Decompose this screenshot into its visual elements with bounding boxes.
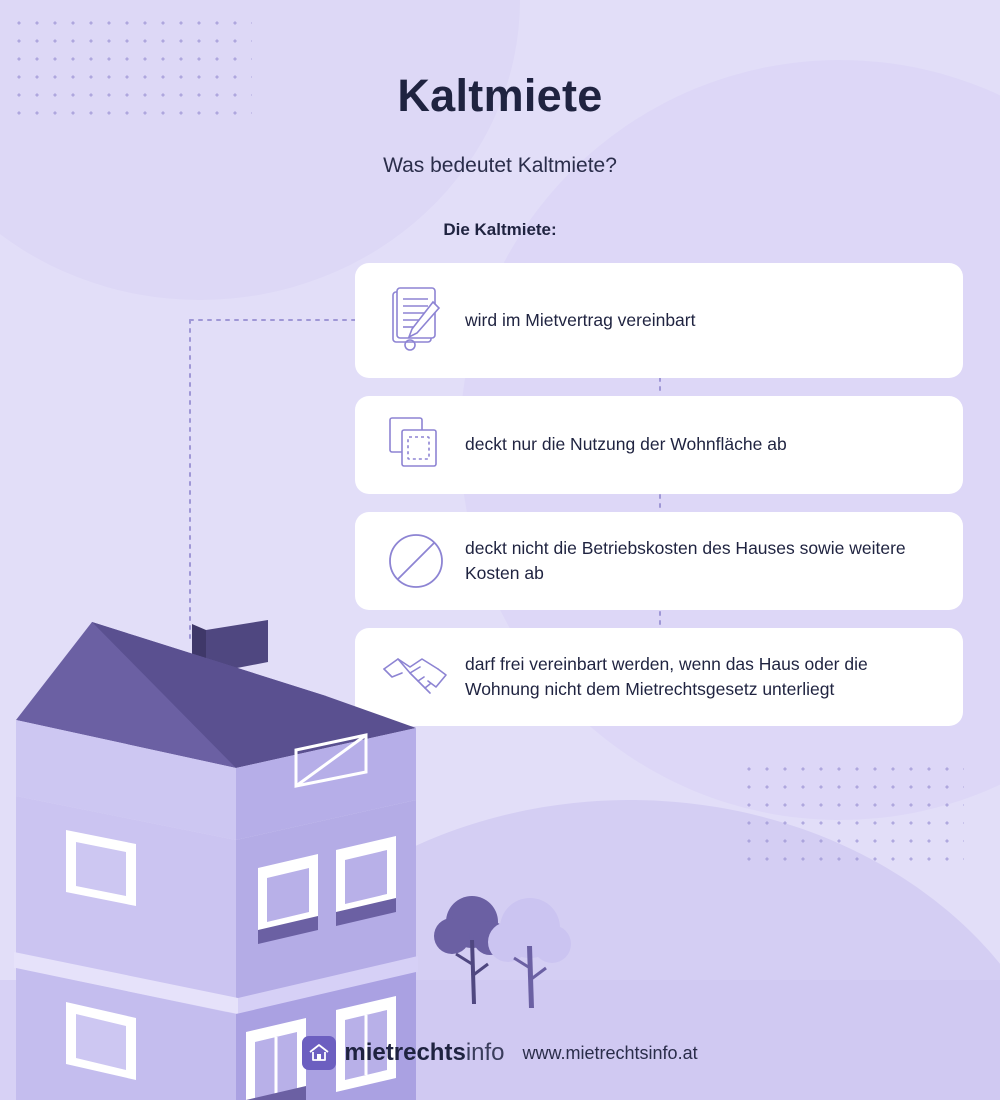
floor-plan-icon [373, 407, 459, 483]
card-text: deckt nur die Nutzung der Wohnfläche ab [465, 434, 787, 455]
prohibition-icon [373, 523, 459, 599]
card-item [355, 263, 963, 378]
brand-name-bold: mietrechts [344, 1039, 466, 1066]
card-list [355, 263, 963, 726]
card-item [355, 512, 963, 610]
website-url[interactable]: www.mietrechtsinfo.at [522, 1042, 698, 1063]
dot-pattern-bottom-right [740, 760, 964, 870]
card-item [355, 396, 963, 494]
card-text: deckt nicht die Betriebskosten des Hauses sowie weitere Kosten ab [465, 537, 906, 583]
brand-name-light: info [465, 1039, 505, 1066]
document-pen-icon [373, 283, 459, 359]
trees-illustration [430, 880, 590, 1020]
card-item [355, 628, 963, 726]
page-subtitle: Was bedeutet Kaltmiete? [383, 154, 617, 177]
footer [0, 1036, 1000, 1070]
brand-name [344, 1039, 504, 1067]
house-logo-icon [302, 1036, 336, 1070]
header [0, 0, 1000, 240]
card-text: wird im Mietvertrag vereinbart [465, 309, 696, 330]
page-title: Kaltmiete [397, 70, 603, 121]
house-illustration [6, 600, 446, 1100]
brand-logo[interactable] [302, 1036, 504, 1070]
card-text: darf frei vereinbart werden, wenn das Haus oder die Wohnung nicht dem Mietrechtsgesetz unterliegt [465, 653, 868, 699]
section-label: Die Kaltmiete: [443, 220, 557, 239]
